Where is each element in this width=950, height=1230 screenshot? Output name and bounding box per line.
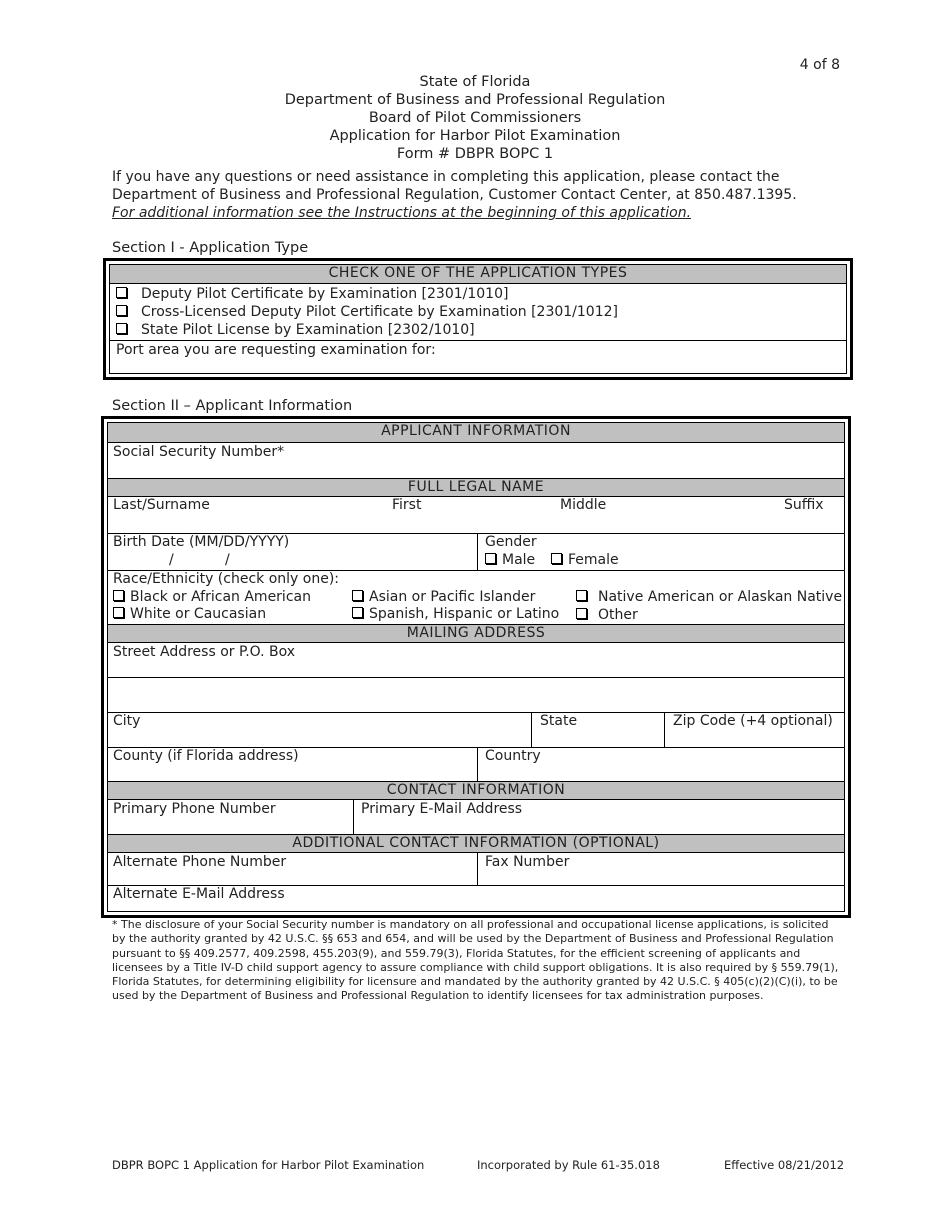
option-cross-licensed[interactable]: Cross-Licensed Deputy Pilot Certificate by Examination [2301/1012] <box>116 304 618 320</box>
application-types-bar: CHECK ONE OF THE APPLICATION TYPES <box>110 265 846 284</box>
form-header <box>100 73 850 163</box>
street-address-field[interactable]: Street Address or P.O. Box <box>113 644 296 660</box>
instructions-note: For additional information see the Instructions at the beginning of this application. <box>112 205 692 221</box>
footer-form-title: DBPR BOPC 1 Application for Harbor Pilot Examination <box>112 1158 425 1172</box>
footnote-line: by the authority granted by 42 U.S.C. §§ 653 and 654, and will be used by the Department of Business and Professional Regulation <box>112 932 834 946</box>
race-black-option[interactable]: Black or African American <box>113 589 311 605</box>
section-1-title: Section I - Application Type <box>112 240 309 256</box>
footnote-line: Florida Statutes, for determining eligibility for licensure and mandated by the authority granted by 42 U.S.C. § 405(c)(2)(C)(i), to be <box>112 975 838 989</box>
gender-male-option[interactable]: Male <box>485 552 535 568</box>
checkbox-icon[interactable] <box>551 553 562 564</box>
county-field[interactable]: County (if Florida address) <box>113 748 299 764</box>
application-type-box <box>103 258 853 380</box>
header-form-number: Form # DBPR BOPC 1 <box>396 146 554 162</box>
gender-label: Gender <box>485 534 537 550</box>
country-field[interactable]: Country <box>485 748 541 764</box>
race-asian-option[interactable]: Asian or Pacific Islander <box>352 589 535 605</box>
footnote-line: * The disclosure of your Social Security number is mandatory on all professional and occupational license applications, is solicited <box>112 918 829 931</box>
mailing-address-bar: MAILING ADDRESS <box>108 625 844 643</box>
footnote-line: used by the Department of Business and Professional Regulation to identify licensees for tax administration purposes. <box>112 989 764 1003</box>
alternate-phone-field[interactable]: Alternate Phone Number <box>113 854 287 870</box>
footer-effective-date: Effective 08/21/2012 <box>724 1158 845 1172</box>
birth-date-separator: / <box>225 552 230 568</box>
zip-code-field[interactable]: Zip Code (+4 optional) <box>673 713 833 729</box>
checkbox-icon[interactable] <box>116 287 127 298</box>
race-spanish-option[interactable]: Spanish, Hispanic or Latino <box>352 606 559 622</box>
last-name-field[interactable]: Last/Surname <box>113 497 210 513</box>
additional-contact-bar: ADDITIONAL CONTACT INFORMATION (OPTIONAL) <box>108 835 844 853</box>
option-deputy-pilot[interactable]: Deputy Pilot Certificate by Examination [2301/1010] <box>116 286 508 302</box>
primary-email-field[interactable]: Primary E-Mail Address <box>361 801 523 817</box>
state-field[interactable]: State <box>540 713 578 729</box>
race-native-option[interactable]: Native American or Alaskan Native <box>576 589 842 605</box>
port-area-field[interactable]: Port area you are requesting examination for: <box>116 342 436 358</box>
checkbox-icon[interactable] <box>113 607 124 618</box>
page-number: 4 of 8 <box>799 57 840 73</box>
middle-name-field[interactable]: Middle <box>560 497 607 513</box>
checkbox-icon[interactable] <box>116 323 127 334</box>
fax-number-field[interactable]: Fax Number <box>485 854 570 870</box>
applicant-information-bar: APPLICANT INFORMATION <box>108 423 844 443</box>
checkbox-icon[interactable] <box>352 590 363 601</box>
checkbox-icon[interactable] <box>352 607 363 618</box>
birth-date-separator: / <box>169 552 174 568</box>
header-state: State of Florida <box>419 74 531 90</box>
footer-rule: Incorporated by Rule 61-35.018 <box>477 1158 660 1172</box>
header-department: Department of Business and Professional Regulation <box>284 92 666 108</box>
applicant-info-box <box>101 416 851 918</box>
ssn-disclosure-footnote <box>112 918 847 1004</box>
checkbox-icon[interactable] <box>116 305 127 316</box>
full-legal-name-bar: FULL LEGAL NAME <box>108 479 844 497</box>
ssn-field[interactable]: Social Security Number* <box>113 444 285 460</box>
race-white-option[interactable]: White or Caucasian <box>113 606 266 622</box>
intro-text <box>112 168 852 222</box>
checkbox-icon[interactable] <box>576 590 587 601</box>
footnote-line: licensees by a Title IV-D child support agency to assure compliance with child support obligations. It is also required by § 559.79(1), <box>112 960 839 974</box>
race-label: Race/Ethnicity (check only one): <box>113 571 340 587</box>
checkbox-icon[interactable] <box>576 608 587 619</box>
header-board: Board of Pilot Commissioners <box>368 110 582 126</box>
suffix-field[interactable]: Suffix <box>784 497 824 513</box>
intro-line: If you have any questions or need assistance in completing this application, please contact the <box>112 169 780 185</box>
primary-phone-field[interactable]: Primary Phone Number <box>113 801 276 817</box>
birth-date-field[interactable]: Birth Date (MM/DD/YYYY) <box>113 534 290 550</box>
header-application: Application for Harbor Pilot Examination <box>329 128 621 144</box>
footnote-line: pursuant to §§ 409.2577, 409.2598, 455.203(9), and 559.79(3), Florida Statutes, for the efficient screening of applicants and <box>112 946 801 960</box>
gender-female-option[interactable]: Female <box>551 552 619 568</box>
city-field[interactable]: City <box>113 713 141 729</box>
contact-information-bar: CONTACT INFORMATION <box>108 782 844 800</box>
option-state-pilot[interactable]: State Pilot License by Examination [2302/1010] <box>116 322 475 338</box>
checkbox-icon[interactable] <box>113 590 124 601</box>
checkbox-icon[interactable] <box>485 553 496 564</box>
intro-line: Department of Business and Professional Regulation, Customer Contact Center, at 850.487.1395. <box>112 187 797 203</box>
race-other-option[interactable]: Other <box>576 607 638 623</box>
alternate-email-field[interactable]: Alternate E-Mail Address <box>113 886 285 902</box>
first-name-field[interactable]: First <box>392 497 422 513</box>
section-2-title: Section II – Applicant Information <box>112 398 353 414</box>
